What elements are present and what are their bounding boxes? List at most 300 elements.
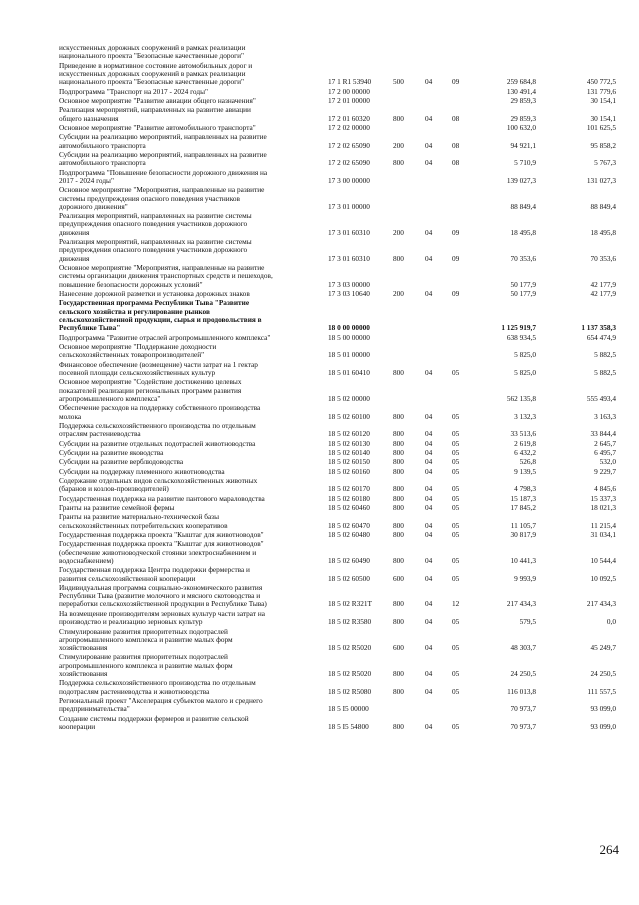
row-name-line: Республики Тыва (развитие молочного и мясного скотоводства и [59, 592, 261, 601]
row-subsection: 05 [452, 520, 460, 530]
row-name-line: На возмещение производителям зерновых культур части затрат на [59, 609, 265, 618]
row-section: 04 [425, 484, 433, 494]
row-name [59, 299, 321, 332]
row-sum-year2: 5 882,5 [594, 350, 616, 360]
row-sum-year1: 30 817,9 [510, 529, 536, 539]
row-name [59, 458, 321, 466]
row-expense-type: 800 [393, 367, 404, 377]
table-row [0, 610, 639, 627]
row-subsection: 05 [452, 529, 460, 539]
row-name [59, 653, 321, 678]
row-section: 04 [425, 669, 433, 679]
row-expense-type: 800 [393, 466, 404, 476]
row-sum-year2: 93 099,0 [590, 704, 616, 714]
row-name-line: Финансовое обеспечение (возмещение) части затрат на 1 гектар [59, 360, 258, 369]
table-row [0, 458, 639, 466]
row-name-line: Обеспечение расходов на поддержку собственного производства [59, 404, 261, 413]
row-sum-year1: 18 495,8 [510, 227, 536, 237]
row-subsection: 05 [452, 429, 460, 439]
row-sum-year1: 70 353,6 [510, 253, 536, 263]
row-section: 04 [425, 721, 433, 731]
table-row [0, 584, 639, 609]
row-sum-year2: 11 215,4 [590, 520, 616, 530]
row-subsection: 05 [452, 721, 460, 731]
row-code: 18 5 00 00000 [328, 332, 370, 342]
row-code: 18 5 02 60100 [328, 411, 370, 421]
row-name-line: (баранов и козлов-производителей) [59, 485, 169, 494]
row-name [59, 378, 321, 403]
row-subsection: 08 [452, 140, 460, 150]
table-row [0, 513, 639, 530]
row-expense-type: 800 [393, 429, 404, 439]
row-code: 18 5 02 R3580 [328, 617, 372, 627]
row-name-line: агропромышленного комплекса и развитие малых форм [59, 661, 233, 670]
row-name-line: Основное мероприятие "Мероприятия, направленные на развитие [59, 186, 265, 195]
row-subsection: 09 [452, 289, 460, 299]
row-name-line: дорожного движения" [59, 202, 128, 211]
row-name-line: искусственных дорожных сооружений в рамках реализации [59, 69, 246, 78]
row-expense-type: 800 [393, 438, 404, 448]
row-expense-type: 800 [393, 484, 404, 494]
row-code: 18 5 02 R5020 [328, 643, 372, 653]
row-name-line: Подпрограмма "Транспорт на 2017 - 2024 годы" [59, 87, 208, 96]
row-expense-type: 200 [393, 140, 404, 150]
table-row [0, 378, 639, 403]
row-name-line: отраслям растениеводства [59, 430, 141, 439]
row-name [59, 264, 321, 289]
row-expense-type: 800 [393, 686, 404, 696]
row-name-line: переработки сельскохозяйственной продукции в Республике Тыва) [59, 600, 267, 609]
row-section: 04 [425, 493, 433, 503]
table-row [0, 440, 639, 448]
row-expense-type: 800 [393, 555, 404, 565]
row-section: 04 [425, 367, 433, 377]
row-subsection: 05 [452, 686, 460, 696]
row-section: 04 [425, 466, 433, 476]
row-code: 17 3 03 00000 [328, 279, 370, 289]
row-name-line: хозяйствования [59, 644, 108, 653]
row-sum-year1: 4 798,3 [514, 484, 536, 494]
row-name-line: Субсидии на поддержку племенного животноводства [59, 467, 225, 476]
row-sum-year1: 3 132,3 [514, 411, 536, 421]
row-name-line: агропромышленного комплекса" [59, 394, 161, 403]
row-expense-type: 800 [393, 113, 404, 123]
row-sum-year1: 9 993,9 [514, 573, 536, 583]
row-name-line: хозяйствования [59, 670, 108, 679]
row-sum-year1: 2 619,8 [514, 438, 536, 448]
row-code: 18 5 02 60490 [328, 555, 370, 565]
row-section: 04 [425, 227, 433, 237]
row-sum-year2: 0,0 [606, 617, 616, 627]
row-sum-year1: 5 825,0 [514, 350, 536, 360]
row-code: 17 2 01 60320 [328, 113, 370, 123]
table-row [0, 422, 639, 439]
row-code: 18 5 02 00000 [328, 393, 370, 403]
row-sum-year1: 70 973,7 [510, 721, 536, 731]
row-sum-year1: 5 825,0 [514, 367, 536, 377]
table-row [0, 97, 639, 105]
row-sum-year1: 29 859,3 [510, 113, 536, 123]
row-sum-year2: 3 163,3 [594, 411, 616, 421]
row-name-line: автомобильного транспорта [59, 141, 146, 150]
row-subsection: 05 [452, 411, 460, 421]
row-name [59, 361, 321, 378]
row-name-line: Подпрограмма "Повышение безопасности дорожного движения на [59, 168, 268, 177]
row-sum-year2: 95 858,2 [590, 140, 616, 150]
row-section: 04 [425, 429, 433, 439]
row-code: 17 2 00 00000 [328, 86, 370, 96]
table-row [0, 679, 639, 696]
row-sum-year1: 33 513,6 [510, 429, 536, 439]
table-row [0, 477, 639, 494]
row-code: 18 5 02 60480 [328, 529, 370, 539]
row-name-line: Государственная программа Республики Тыва "Развитие [59, 299, 250, 308]
row-name [59, 679, 321, 696]
row-name [59, 495, 321, 503]
table-row [0, 169, 639, 186]
row-sum-year2: 131 027,3 [586, 175, 616, 185]
row-code: 18 5 01 00000 [328, 350, 370, 360]
row-code: 17 3 01 00000 [328, 201, 370, 211]
row-subsection: 05 [452, 643, 460, 653]
row-name [59, 212, 321, 237]
row-name [59, 628, 321, 653]
row-code: 18 5 02 60170 [328, 484, 370, 494]
row-sum-year1: 130 491,4 [506, 86, 536, 96]
row-code: 17 1 R1 53940 [328, 77, 372, 87]
row-code: 18 5 02 60500 [328, 573, 370, 583]
row-name-line: Республике Тыва" [59, 324, 121, 333]
row-name [59, 238, 321, 263]
row-sum-year1: 526,8 [519, 457, 536, 467]
row-expense-type: 800 [393, 669, 404, 679]
row-name [59, 186, 321, 211]
table-row [0, 106, 639, 123]
row-sum-year2: 93 099,0 [590, 721, 616, 731]
row-sum-year1: 11 105,7 [510, 520, 536, 530]
row-name-line: Гранты на развитие семейной фермы [59, 503, 175, 512]
table-row [0, 697, 639, 714]
row-sum-year2: 2 645,7 [594, 438, 616, 448]
row-code: 17 2 02 65090 [328, 140, 370, 150]
row-name-line: общего назначения [59, 114, 119, 123]
row-sum-year2: 654 474,9 [586, 332, 616, 342]
row-sum-year1: 259 684,8 [506, 77, 536, 87]
row-sum-year1: 100 632,0 [506, 122, 536, 132]
row-name [59, 584, 321, 609]
row-name-line: развития сельскохозяйственной кооперации [59, 574, 196, 583]
row-sum-year2: 18 495,8 [590, 227, 616, 237]
row-sum-year2: 6 495,7 [594, 447, 616, 457]
row-name-line: Подпрограмма "Развитие отраслей агропромышленного комплекса" [59, 333, 271, 342]
table-row [0, 88, 639, 96]
row-name-line: Реализация мероприятий, направленных на развитие системы [59, 212, 252, 221]
row-name-line: Реализация мероприятий, направленных на развитие авиации [59, 106, 251, 115]
row-sum-year1: 10 441,3 [510, 555, 536, 565]
row-code: 17 2 02 65090 [328, 158, 370, 168]
row-sum-year2: 111 557,5 [587, 686, 616, 696]
row-expense-type: 600 [393, 573, 404, 583]
table-row [0, 343, 639, 360]
row-name-line: Субсидии на развитие отдельных подотраслей животноводства [59, 439, 256, 448]
row-sum-year2: 101 625,5 [586, 122, 616, 132]
row-name-line: Основное мероприятие "Содействие достижению целевых [59, 378, 242, 387]
row-name [59, 169, 321, 186]
row-name [59, 697, 321, 714]
table-row [0, 361, 639, 378]
row-name-line: Субсидии на развитие яководства [59, 448, 164, 457]
row-sum-year2: 131 779,6 [586, 86, 616, 96]
row-section: 04 [425, 555, 433, 565]
row-name [59, 97, 321, 105]
row-name [59, 343, 321, 360]
row-name-line: Реализация мероприятий, направленных на развитие системы [59, 238, 252, 247]
row-name [59, 566, 321, 583]
row-name-line: сельскохозяйственных товаропроизводителей" [59, 351, 205, 360]
table-row [0, 531, 639, 539]
row-name [59, 124, 321, 132]
row-sum-year2: 42 177,9 [590, 289, 616, 299]
row-name-line: (обеспечение животноводческой стоянки электроснабжением и [59, 548, 257, 557]
row-code: 18 5 02 R5080 [328, 686, 372, 696]
row-section: 04 [425, 158, 433, 168]
row-sum-year2: 45 249,7 [590, 643, 616, 653]
row-sum-year1: 579,5 [519, 617, 536, 627]
row-section: 04 [425, 502, 433, 512]
row-name-line: Основное мероприятие "Развитие авиации общего назначения" [59, 96, 256, 105]
row-name [59, 133, 321, 150]
row-name [59, 440, 321, 448]
table-row [0, 715, 639, 732]
row-sum-year2: 9 229,7 [594, 466, 616, 476]
table-row [0, 334, 639, 342]
row-sum-year1: 94 921,1 [510, 140, 536, 150]
row-name-line: 2017 - 2024 годы" [59, 176, 114, 185]
row-expense-type: 800 [393, 529, 404, 539]
row-name-line: национального проекта "Безопасные качественные дороги" [59, 78, 245, 87]
row-code: 17 2 02 00000 [328, 122, 370, 132]
row-subsection: 05 [452, 484, 460, 494]
table-row [0, 628, 639, 653]
row-sum-year2: 30 154,1 [590, 113, 616, 123]
row-name-line: Государственная поддержка Центра поддержки фермерства и [59, 566, 250, 575]
row-code: 17 3 01 60310 [328, 227, 370, 237]
row-sum-year2: 15 337,3 [590, 493, 616, 503]
row-name-line: Стимулирование развития приоритетных подотраслей [59, 653, 228, 662]
row-sum-year1: 24 250,5 [510, 669, 536, 679]
row-name-line: Государственная поддержка проекта "Кыштаг для животноводов" [59, 530, 264, 539]
row-expense-type: 800 [393, 158, 404, 168]
row-sum-year1: 6 432,2 [514, 447, 536, 457]
row-subsection: 05 [452, 457, 460, 467]
row-name [59, 449, 321, 457]
row-code: 17 3 03 10640 [328, 289, 370, 299]
row-name [59, 290, 321, 298]
row-name-line: подотраслям растениеводства и животноводства [59, 687, 210, 696]
row-subsection: 05 [452, 447, 460, 457]
row-subsection: 05 [452, 438, 460, 448]
row-section: 04 [425, 447, 433, 457]
row-code: 18 5 02 60150 [328, 457, 370, 467]
row-sum-year2: 4 845,6 [594, 484, 616, 494]
row-expense-type: 800 [393, 447, 404, 457]
row-subsection: 09 [452, 227, 460, 237]
table-row [0, 264, 639, 289]
row-name-line: Субсидии на реализацию мероприятий, направленных на развитие [59, 133, 267, 142]
row-name-line: Создание системы поддержки фермеров и развитие сельской [59, 714, 249, 723]
row-code: 18 5 02 R321T [328, 599, 372, 609]
row-section: 04 [425, 411, 433, 421]
row-name-line: предупреждения опасного поведения участников дорожного [59, 220, 248, 229]
row-sum-year2: 532,0 [599, 457, 616, 467]
row-name [59, 44, 321, 61]
row-sum-year1: 638 934,5 [506, 332, 536, 342]
row-name-line: движения [59, 254, 90, 263]
row-name-line: сельскохозяйственных потребительских кооперативов [59, 521, 228, 530]
row-name-line: водоснабжением) [59, 556, 114, 565]
row-sum-year1: 29 859,3 [510, 95, 536, 105]
row-sum-year1: 9 139,5 [514, 466, 536, 476]
row-sum-year1: 88 849,4 [510, 201, 536, 211]
row-code: 17 3 00 00000 [328, 175, 370, 185]
row-name [59, 62, 321, 87]
row-section: 04 [425, 573, 433, 583]
row-code: 18 5 02 60140 [328, 447, 370, 457]
row-subsection: 08 [452, 158, 460, 168]
row-name-line: Индивидуальная программа социально-экономического развития [59, 583, 263, 592]
table-row [0, 62, 639, 87]
row-name-line: Поддержка сельскохозяйственного производства по отдельным [59, 679, 256, 688]
table-row [0, 566, 639, 583]
row-subsection: 08 [452, 113, 460, 123]
row-sum-year2: 18 021,3 [590, 502, 616, 512]
row-name-line: молока [59, 412, 82, 421]
row-section: 04 [425, 438, 433, 448]
row-section: 04 [425, 253, 433, 263]
row-name-line: национального проекта "Безопасные качественные дороги" [59, 52, 245, 61]
row-sum-year2: 30 154,1 [590, 95, 616, 105]
row-subsection: 05 [452, 555, 460, 565]
row-name-line: производство и реализацию зерновых культур [59, 618, 203, 627]
row-name [59, 531, 321, 539]
row-expense-type: 500 [393, 77, 404, 87]
row-sum-year1: 15 187,3 [510, 493, 536, 503]
row-sum-year1: 50 177,9 [510, 279, 536, 289]
row-name-line: Государственная поддержка на развитие пантового мараловодства [59, 494, 265, 503]
row-expense-type: 800 [393, 617, 404, 627]
row-sum-year1: 116 013,8 [507, 686, 536, 696]
row-code: 18 5 02 60160 [328, 466, 370, 476]
row-name [59, 404, 321, 421]
row-sum-year2: 5 882,5 [594, 367, 616, 377]
table-row [0, 238, 639, 263]
table-row [0, 133, 639, 150]
row-expense-type: 800 [393, 502, 404, 512]
row-sum-year1: 217 434,3 [506, 599, 536, 609]
row-expense-type: 800 [393, 253, 404, 263]
row-subsection: 05 [452, 617, 460, 627]
row-code: 18 0 00 00000 [328, 323, 370, 333]
row-sum-year2: 1 137 358,3 [581, 323, 616, 333]
row-code: 18 5 01 60410 [328, 367, 370, 377]
row-section: 04 [425, 599, 433, 609]
row-expense-type: 600 [393, 643, 404, 653]
row-name-line: предупреждения опасного поведения участников дорожного [59, 246, 248, 255]
row-sum-year2: 42 177,9 [590, 279, 616, 289]
row-sum-year2: 70 353,6 [590, 253, 616, 263]
row-sum-year2: 10 544,4 [590, 555, 616, 565]
row-name [59, 468, 321, 476]
row-name-line: посевной площади сельскохозяйственных культур [59, 368, 216, 377]
row-code: 18 5 02 R5020 [328, 669, 372, 679]
row-code: 18 5 I5 54800 [328, 721, 369, 731]
table-row [0, 540, 639, 565]
table-row [0, 290, 639, 298]
row-code: 17 2 01 00000 [328, 95, 370, 105]
row-subsection: 09 [452, 253, 460, 263]
row-code: 17 3 01 60310 [328, 253, 370, 263]
row-name-line: показателей реализации региональных программ развития [59, 386, 242, 395]
row-code: 18 5 02 60460 [328, 502, 370, 512]
row-code: 18 5 02 60120 [328, 429, 370, 439]
row-section: 04 [425, 529, 433, 539]
row-expense-type: 800 [393, 411, 404, 421]
row-name-line: системы организации движения транспортных средств и пешеходов, [59, 272, 273, 281]
row-sum-year2: 88 849,4 [590, 201, 616, 211]
table-row [0, 299, 639, 332]
row-name-line: Нанесение дорожной разметки и установка дорожных знаков [59, 290, 250, 299]
row-subsection: 05 [452, 493, 460, 503]
row-expense-type: 800 [393, 457, 404, 467]
row-name-line: Региональный проект "Акселерация субъектов малого и среднего [59, 697, 263, 706]
row-section: 04 [425, 617, 433, 627]
row-name [59, 513, 321, 530]
table-row [0, 504, 639, 512]
row-name-line: Приведение в нормативное состояние автомобильных дорог и [59, 61, 253, 70]
row-sum-year1: 50 177,9 [510, 289, 536, 299]
row-code: 18 5 02 60130 [328, 438, 370, 448]
row-sum-year1: 70 973,7 [510, 704, 536, 714]
table-row [0, 124, 639, 132]
row-section: 04 [425, 77, 433, 87]
row-expense-type: 800 [393, 721, 404, 731]
row-sum-year1: 562 135,8 [506, 393, 536, 403]
table-row [0, 404, 639, 421]
row-name-line: Основное мероприятие "Поддержание доходности [59, 343, 217, 351]
row-name-line: Содержание отдельных видов сельскохозяйственных животных [59, 476, 258, 485]
row-subsection: 05 [452, 573, 460, 583]
row-sum-year2: 5 767,3 [594, 158, 616, 168]
row-sum-year2: 31 034,1 [590, 529, 616, 539]
row-section: 04 [425, 113, 433, 123]
table-row [0, 495, 639, 503]
row-name [59, 106, 321, 123]
row-name-line: сельского хозяйства и регулирование рынков [59, 307, 210, 316]
row-subsection: 05 [452, 367, 460, 377]
row-section: 04 [425, 140, 433, 150]
row-name-line: автомобильного транспорта [59, 159, 146, 168]
row-name [59, 610, 321, 627]
table-row [0, 449, 639, 457]
row-subsection: 05 [452, 669, 460, 679]
row-section: 04 [425, 457, 433, 467]
table-row [0, 151, 639, 168]
row-name-line: повышение безопасности дорожных условий" [59, 280, 203, 289]
row-sum-year2: 10 092,5 [590, 573, 616, 583]
row-name [59, 504, 321, 512]
row-name-line: кооперации [59, 722, 96, 731]
row-sum-year2: 555 493,4 [586, 393, 616, 403]
